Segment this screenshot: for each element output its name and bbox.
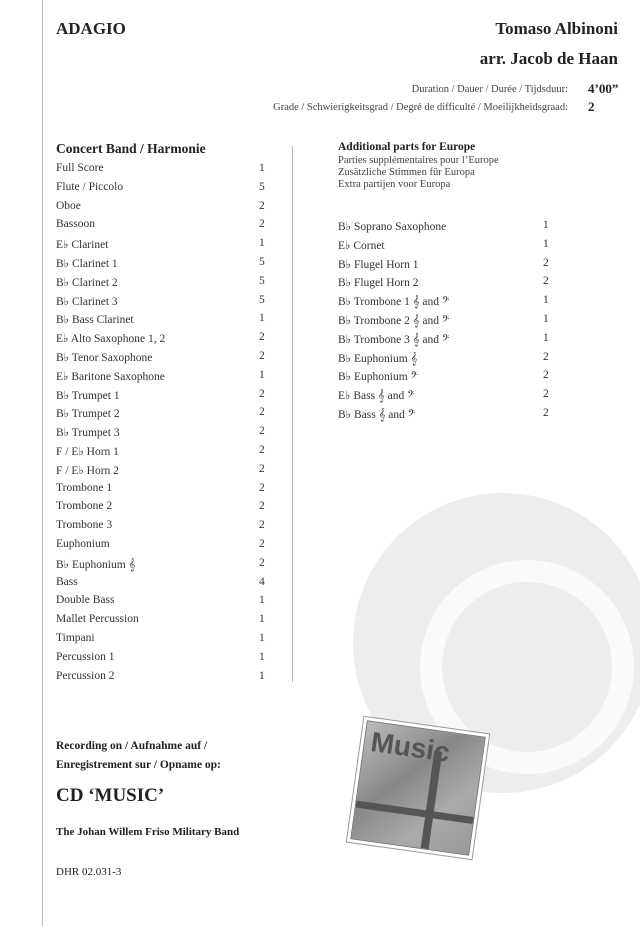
part-row xyxy=(56,331,265,349)
part-name: B♭ Bass 𝄞 and 𝄢 xyxy=(338,409,416,421)
recording-label-2: Enregistrement sur / Opname op: xyxy=(56,759,221,771)
part-count: 1 xyxy=(543,237,549,250)
europe-subheading-nl: Extra partijen voor Europa xyxy=(338,179,451,190)
part-name: Mallet Percussion xyxy=(56,613,139,626)
cd-cover-image xyxy=(350,720,486,856)
part-name: Bass xyxy=(56,575,78,588)
part-row xyxy=(56,199,265,218)
cd-title: CD ‘MUSIC’ xyxy=(56,785,165,806)
part-name: B♭ Trombone 3 𝄞 and 𝄢 xyxy=(338,333,450,346)
part-row xyxy=(56,632,265,650)
part-row xyxy=(56,462,265,481)
part-count: 2 xyxy=(259,350,265,362)
composer: Tomaso Albinoni xyxy=(495,19,618,38)
arranger: arr. Jacob de Haan xyxy=(479,49,618,68)
europe-subheading-de: Zusätzliche Stimmen für Europa xyxy=(338,167,475,178)
europe-heading: Additional parts for Europe xyxy=(338,141,476,153)
part-name: B♭ Trumpet 1 xyxy=(56,389,120,402)
column-divider xyxy=(292,146,293,682)
part-row xyxy=(56,293,265,312)
part-name: Double Bass xyxy=(56,594,115,607)
part-row xyxy=(56,613,265,631)
part-count: 1 xyxy=(543,313,549,325)
part-count: 5 xyxy=(259,256,265,268)
catalog-number: DHR 02.031-3 xyxy=(56,866,122,878)
part-row xyxy=(338,331,549,350)
part-name: B♭ Clarinet 3 xyxy=(56,295,118,308)
cd-cover-title: Music xyxy=(368,726,452,768)
europe-subheading-fr: Parties supplémentaires pour l’Europe xyxy=(338,155,499,166)
part-name: Trombone 1 xyxy=(56,481,113,494)
part-row xyxy=(56,350,265,368)
duration-label: Duration / Dauer / Durée / Tijdsduur: xyxy=(411,84,568,95)
part-count: 2 xyxy=(259,218,265,231)
part-name: E♭ Alto Saxophone 1, 2 xyxy=(56,333,166,346)
part-row xyxy=(56,180,265,199)
part-name: B♭ Tenor Saxophone xyxy=(56,352,153,364)
part-row xyxy=(56,650,265,669)
part-row xyxy=(56,481,265,500)
part-count: 1 xyxy=(259,613,265,626)
part-name: E♭ Cornet xyxy=(338,239,385,252)
part-count: 2 xyxy=(259,387,265,400)
part-count: 2 xyxy=(259,500,265,513)
part-count: 2 xyxy=(259,481,265,494)
part-row xyxy=(56,387,265,406)
part-row xyxy=(56,575,265,594)
part-name: B♭ Trombone 1 𝄞 and 𝄢 xyxy=(338,296,450,309)
part-name: E♭ Baritone Saxophone xyxy=(56,370,165,383)
recording-label-1: Recording on / Aufnahme auf / xyxy=(56,740,208,752)
part-name: B♭ Flugel Horn 2 xyxy=(338,277,419,290)
grade-value: 2 xyxy=(588,99,595,114)
part-name: B♭ Clarinet 2 xyxy=(56,276,118,289)
part-count: 2 xyxy=(259,406,265,419)
part-row xyxy=(338,256,549,275)
part-row xyxy=(56,162,265,180)
part-count: 1 xyxy=(259,594,265,607)
part-name: B♭ Flugel Horn 1 xyxy=(338,258,419,271)
part-name: B♭ Bass Clarinet xyxy=(56,314,134,327)
part-count: 2 xyxy=(259,199,265,212)
part-name: E♭ Clarinet xyxy=(56,239,109,252)
part-row xyxy=(56,256,265,274)
part-row xyxy=(338,369,549,387)
part-row xyxy=(338,294,549,312)
part-name: F / E♭ Horn 2 xyxy=(56,464,119,477)
part-row xyxy=(338,388,549,406)
part-count: 2 xyxy=(543,369,549,382)
part-name: B♭ Euphonium 𝄞 xyxy=(56,558,136,571)
part-count: 2 xyxy=(259,425,265,438)
part-row xyxy=(56,368,265,387)
part-count: 5 xyxy=(259,180,265,193)
part-name: Flute / Piccolo xyxy=(56,180,124,193)
duration-value: 4’00” xyxy=(588,81,619,96)
part-row xyxy=(56,312,265,330)
part-row xyxy=(56,425,265,443)
part-name: B♭ Trumpet 3 xyxy=(56,427,120,440)
part-count: 2 xyxy=(259,538,265,550)
part-name: B♭ Euphonium 𝄞 xyxy=(338,352,418,365)
left-margin-line xyxy=(42,0,43,926)
part-name: Full Score xyxy=(56,162,104,174)
part-row xyxy=(56,274,265,293)
part-count: 1 xyxy=(259,632,265,644)
part-row xyxy=(56,500,265,518)
part-row xyxy=(56,218,265,236)
part-row xyxy=(56,538,265,556)
part-row xyxy=(56,594,265,612)
band-name: The Johan Willem Friso Military Band xyxy=(56,826,240,838)
part-name: Timpani xyxy=(56,632,95,644)
part-count: 2 xyxy=(259,444,265,456)
part-count: 2 xyxy=(543,275,549,288)
part-name: B♭ Trumpet 2 xyxy=(56,408,120,421)
part-name: Percussion 1 xyxy=(56,650,115,663)
part-name: Oboe xyxy=(56,199,81,212)
part-count: 2 xyxy=(543,256,549,269)
part-count: 5 xyxy=(259,293,265,306)
part-name: Euphonium xyxy=(56,538,110,550)
part-row xyxy=(338,237,549,256)
part-name: Trombone 3 xyxy=(56,519,113,532)
part-name: B♭ Euphonium 𝄢 xyxy=(338,371,418,384)
concert-band-heading: Concert Band / Harmonie xyxy=(56,141,206,156)
part-row xyxy=(338,407,549,425)
part-count: 2 xyxy=(259,462,265,475)
part-count: 2 xyxy=(259,556,265,569)
part-row xyxy=(56,444,265,462)
part-row xyxy=(338,275,549,293)
part-count: 1 xyxy=(259,237,265,250)
part-name: B♭ Clarinet 1 xyxy=(56,258,118,270)
part-row xyxy=(56,556,265,575)
part-count: 1 xyxy=(259,669,265,682)
part-row xyxy=(338,313,549,331)
grade-label: Grade / Schwierigkeitsgrad / Degré de difficulté / Moeilijkheidsgraad: xyxy=(273,102,568,113)
part-count: 1 xyxy=(259,650,265,663)
part-name: Percussion 2 xyxy=(56,669,115,682)
part-count: 4 xyxy=(259,575,265,588)
part-count: 2 xyxy=(543,350,549,363)
part-count: 1 xyxy=(259,312,265,325)
part-count: 2 xyxy=(259,519,265,532)
part-count: 5 xyxy=(259,274,265,287)
part-count: 1 xyxy=(543,331,549,344)
part-row xyxy=(56,237,265,255)
part-name: E♭ Bass 𝄞 and 𝄢 xyxy=(338,390,415,403)
part-name: F / E♭ Horn 1 xyxy=(56,446,119,458)
part-row xyxy=(56,406,265,424)
part-row xyxy=(56,519,265,537)
part-count: 1 xyxy=(543,219,549,231)
part-row xyxy=(56,669,265,688)
part-count: 2 xyxy=(543,407,549,419)
part-count: 1 xyxy=(259,368,265,381)
part-row xyxy=(338,350,549,369)
piece-title: ADAGIO xyxy=(56,19,126,38)
part-name: B♭ Trombone 2 𝄞 and 𝄢 xyxy=(338,315,450,327)
part-name: B♭ Soprano Saxophone xyxy=(338,221,447,233)
part-count: 2 xyxy=(543,388,549,401)
part-count: 1 xyxy=(259,162,265,174)
cd-cover-stripe xyxy=(356,801,474,824)
part-row xyxy=(338,219,549,237)
part-count: 1 xyxy=(543,294,549,307)
part-name: Bassoon xyxy=(56,218,95,231)
part-count: 2 xyxy=(259,331,265,344)
part-name: Trombone 2 xyxy=(56,500,113,513)
